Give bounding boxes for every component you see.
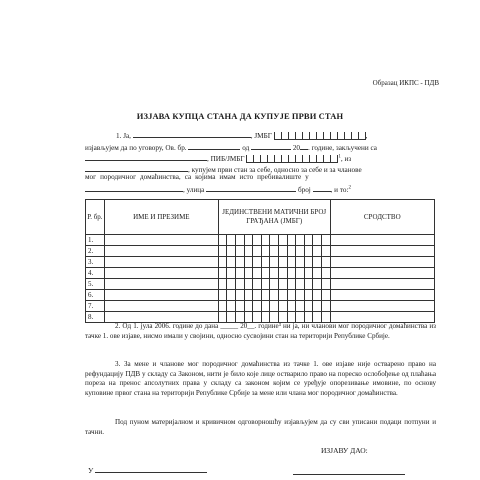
header-jmbg: ЈЕДИНСТВЕНИ МАТИЧНИ БРОЈ ГРАЂАНА (ЈМБГ) xyxy=(218,200,330,235)
member-jmbg-cell[interactable] xyxy=(218,301,330,312)
declarant-name-field[interactable] xyxy=(133,129,251,138)
header-name: ИМЕ И ПРЕЗИМЕ xyxy=(104,200,218,235)
table-row xyxy=(86,301,435,312)
row-number: 7. xyxy=(86,301,105,312)
row-number: 1. xyxy=(86,235,105,246)
seller-name-field[interactable] xyxy=(85,152,207,161)
paragraph-3: 3. За мене и чланове мог породичног домаћинства из тачке 1. ове изјаве није остварено право на рефундацију ПДВ у складу са Законом, нити је било које лице остварило право на пореско ослобођење од плаћања пореза на пренос апсолутних права у складу са законом којим се уређује опорезивање имовине, по основу куповине првог стана на територији Републике Србије за мене или члана мог породичног домаћинства. xyxy=(85,360,436,397)
place-label: У xyxy=(88,466,94,475)
declaration-line-1: 1. Ја, , ЈМБГ , xyxy=(116,129,367,140)
place-date-field[interactable] xyxy=(95,464,207,473)
paragraph-2: 2. Од 1. јула 2006. године до дана _____ 20__. године³ ни ја, ни чланови мог породичног домаћинства из тачке 1. ове изјаве, нисмо имали у својини, односно сусвојини стан на територији Републике Србије. xyxy=(85,322,436,340)
concluded-label: . године, закључени са xyxy=(308,144,378,152)
street-field[interactable] xyxy=(206,183,296,192)
household-text: мог породичног домаћинства, са којима имам исто пребивалиште у xyxy=(85,173,309,181)
seller-pib-boxes[interactable] xyxy=(246,155,338,163)
row-number: 2. xyxy=(86,246,105,257)
member-jmbg-cell[interactable] xyxy=(218,246,330,257)
row-number: 4. xyxy=(86,268,105,279)
signature-block xyxy=(293,466,405,477)
member-jmbg-cell[interactable] xyxy=(218,279,330,290)
row-number: 6. xyxy=(86,290,105,301)
signature-field[interactable] xyxy=(293,466,405,475)
declarant-jmbg-boxes[interactable] xyxy=(274,132,366,140)
member-name-cell[interactable] xyxy=(104,257,218,268)
member-name-cell[interactable] xyxy=(104,279,218,290)
contract-label: изјављујем да по уговору, Ов. бр. xyxy=(85,144,187,152)
street-label: , улица xyxy=(183,186,205,194)
table-row xyxy=(86,279,435,290)
from-label: , из xyxy=(340,155,352,163)
declarant-label: ИЗЈАВУ ДАО: xyxy=(321,446,368,455)
house-number-field[interactable] xyxy=(313,183,331,192)
table-row xyxy=(86,268,435,279)
table-row xyxy=(86,235,435,246)
row-number: 3. xyxy=(86,257,105,268)
member-relationship-cell[interactable] xyxy=(330,312,435,323)
table-row xyxy=(86,246,435,257)
row-number: 5. xyxy=(86,279,105,290)
row-number: 8. xyxy=(86,312,105,323)
pib-label: , ПИБ/ЈМБГ xyxy=(207,155,245,163)
member-jmbg-cell[interactable] xyxy=(218,257,330,268)
member-jmbg-cell[interactable] xyxy=(218,268,330,279)
member-name-cell[interactable] xyxy=(104,312,218,323)
member-relationship-cell[interactable] xyxy=(330,268,435,279)
member-jmbg-cell[interactable] xyxy=(218,312,330,323)
member-name-cell[interactable] xyxy=(104,235,218,246)
declaration-line-6: , улица број , и то:$^2$ xyxy=(85,183,351,194)
member-name-cell[interactable] xyxy=(104,268,218,279)
member-jmbg-cell[interactable] xyxy=(218,235,330,246)
member-relationship-cell[interactable] xyxy=(330,301,435,312)
declaration-line-2 xyxy=(85,141,377,152)
household-members-table xyxy=(85,199,435,323)
member-relationship-cell[interactable] xyxy=(330,279,435,290)
header-row-number: Р. бр. xyxy=(86,200,105,235)
member-name-cell[interactable] xyxy=(104,290,218,301)
paragraph-4: Под пуном материјалном и кривичном одговорношћу изјављујем да су сви уписани подаци потпуни и тачни. xyxy=(85,418,436,436)
purchase-text: , купујем први стан за себе, односно за себе и за чланове xyxy=(188,166,362,174)
header-relationship: СРОДСТВО xyxy=(330,200,435,235)
contract-date-field[interactable] xyxy=(251,141,291,150)
declaration-line-5 xyxy=(85,173,309,181)
member-relationship-cell[interactable] xyxy=(330,246,435,257)
page-title: ИЗЈАВА КУПЦА СТАНА ДА КУПУЈЕ ПРВИ СТАН xyxy=(136,111,344,121)
declaration-intro: 1. Ја, xyxy=(116,132,131,140)
contract-year-field[interactable] xyxy=(300,141,308,150)
table-row xyxy=(86,312,435,323)
residence-place-field[interactable] xyxy=(85,183,183,192)
date-label: од xyxy=(242,144,250,152)
signature-place xyxy=(88,464,207,475)
member-jmbg-cell[interactable] xyxy=(218,290,330,301)
seller-place-field[interactable] xyxy=(85,163,188,172)
member-name-cell[interactable] xyxy=(104,246,218,257)
member-relationship-cell[interactable] xyxy=(330,257,435,268)
declaration-line-3: , ПИБ/ЈМБГ $^1$, из xyxy=(85,152,351,163)
table-row xyxy=(86,290,435,301)
member-name-cell[interactable] xyxy=(104,301,218,312)
jmbg-label: , ЈМБГ xyxy=(250,132,272,140)
form-code: Образац ИКПС - ПДВ xyxy=(372,79,439,87)
year-prefix: 20 xyxy=(292,144,301,152)
and-these-label: , и то: xyxy=(330,186,349,194)
member-relationship-cell[interactable] xyxy=(330,235,435,246)
table-row xyxy=(86,257,435,268)
contract-number-field[interactable] xyxy=(188,141,240,150)
number-label: број xyxy=(297,186,311,194)
member-relationship-cell[interactable] xyxy=(330,290,435,301)
